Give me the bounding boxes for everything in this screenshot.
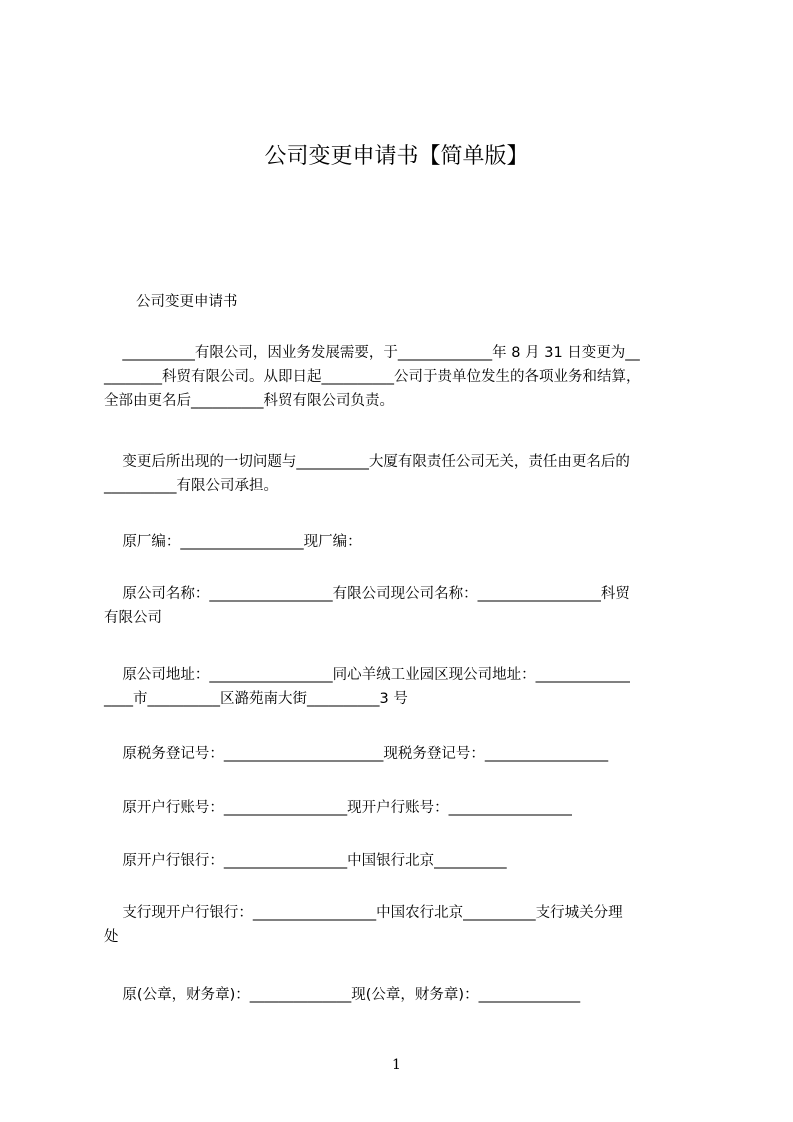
field-bank-account <box>104 796 702 820</box>
paragraph-line: 原公司名称：_________________有限公司现公司名称：_________________科贸 <box>104 586 630 602</box>
paragraph-line: ________科贸有限公司。从即日起__________公司于贵单位发生的各项业务和结算， <box>104 369 641 385</box>
paragraph-rename-notice <box>104 341 702 413</box>
paragraph-line: __________有限公司，因业务发展需要，于_____________年 8 月 31 日变更为__ <box>104 345 640 361</box>
paragraph-line: 原税务登记号：______________________现税务登记号：_________________ <box>104 746 609 762</box>
paragraph-liability <box>104 450 702 498</box>
paragraph-line: 原开户行账号：_________________现开户行账号：_________________ <box>104 800 572 816</box>
field-bank <box>104 849 702 873</box>
paragraph-line: 原公司地址：_________________同心羊绒工业园区现公司地址：_____________ <box>104 667 630 683</box>
paragraph-line: ____市__________区潞苑南大街__________3 号 <box>104 691 408 707</box>
paragraph-line: 有限公司 <box>104 610 162 626</box>
field-new-bank <box>104 901 702 949</box>
paragraph-line: 原厂编：_________________现厂编： <box>104 534 362 550</box>
paragraph-line: 处 <box>104 929 119 945</box>
field-tax-registration <box>104 742 702 766</box>
page-number: 1 <box>392 1057 401 1073</box>
subtitle: 公司变更申请书 <box>136 294 238 310</box>
paragraph-line: 全部由更名后__________科贸有限公司负责。 <box>104 393 394 409</box>
field-company-name <box>104 582 702 630</box>
paragraph-line: __________有限公司承担。 <box>104 478 278 494</box>
paragraph-line: 支行现开户行银行：_________________中国农行北京__________支行城关分理 <box>104 905 623 921</box>
document-title: 公司变更申请书【简单版】 <box>264 144 529 169</box>
paragraph-line: 原(公章，财务章)：______________现(公章，财务章)：______________ <box>104 987 581 1003</box>
field-factory-code <box>104 530 702 554</box>
field-seals <box>104 983 702 1007</box>
paragraph-line: 原开户行银行：_________________中国银行北京__________ <box>104 853 507 869</box>
paragraph-line: 变更后所出现的一切问题与__________大厦有限责任公司无关，责任由更名后的 <box>104 454 630 470</box>
field-company-address <box>104 663 702 711</box>
